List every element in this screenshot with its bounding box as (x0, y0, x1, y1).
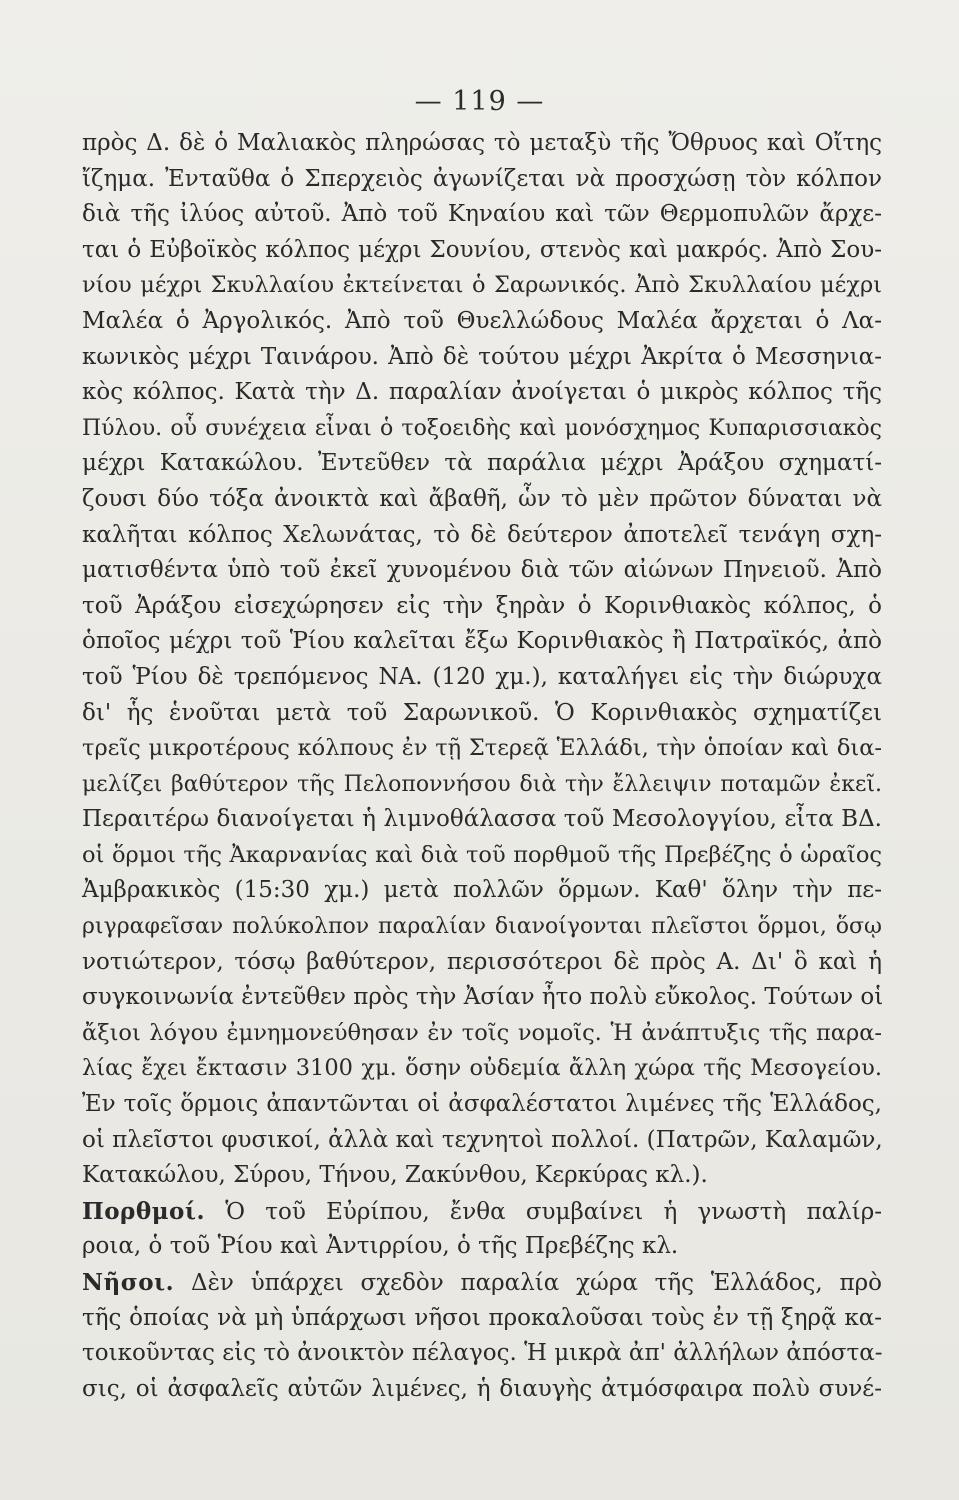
text-line: νοτιώτερον, τόσῳ βαθύτερον, περισσότεροι δὲ πρὸς Α. Δι' ὃ καὶ ἡ (82, 948, 882, 975)
text-line: ἄξιοι λόγου ἐμνημονεύθησαν ἐν τοῖς νομοῖς. Ἡ ἀνάπτυξις τῆς παρα- (82, 1019, 882, 1046)
text-line: ριγραφεῖσαν πολύκολπον παραλίαν διανοίγονται πλεῖστοι ὅρμοι, ὅσῳ (82, 914, 882, 940)
section-heading-porthmoi: Πορθμοί. (82, 1197, 206, 1225)
page-number: — 119 — (414, 86, 545, 117)
text-fragment: Ὁ τοῦ Εὐρίπου, ἔνθα συμβαίνει ἡ γνωστὴ παλίρ- (225, 1198, 882, 1225)
text-line: κωνικὸς μέχρι Ταινάρου. Ἀπὸ δὲ τούτου μέχρι Ἀκρίτα ὁ Μεσσηνια- (82, 343, 882, 370)
text-line: λίας ἔχει ἔκτασιν 3100 χμ. ὅσην οὐδεμία ἄλλη χώρα τῆς Μεσογείου. (82, 1055, 882, 1082)
text-line: τοῦ Ἀράξου εἰσεχώρησεν εἰς τὴν ξηρὰν ὁ Κορινθιακὸς κόλπος, ὁ (82, 592, 882, 619)
text-fragment: Δὲν ὑπάρχει σχεδὸν παραλία χώρα τῆς Ἑλλάδος, πρὸ (190, 1270, 883, 1296)
text-line: ἴζημα. Ἐνταῦθα ὁ Σπερχειὸς ἀγωνίζεται νὰ προσχώσῃ τὸν κόλπον (82, 165, 882, 192)
text-line: ται ὁ Εὐβοϊκὸς κόλπος μέχρι Σουνίου, στενὸς καὶ μακρός. Ἀπὸ Σου- (82, 236, 882, 263)
text-line: μέχρι Κατακώλου. Ἐντεῦθεν τὰ παράλια μέχρι Ἀράξου σχηματί- (82, 450, 882, 477)
text-line: Περαιτέρω διανοίγεται ἡ λιμνοθάλασσα τοῦ Μεσολογγίου, εἶτα ΒΔ. (82, 806, 882, 833)
text-line: τοικοῦντας εἰς τὸ ἀνοικτὸν πέλαγος. Ἡ μικρὰ ἀπ' ἀλλήλων ἀπόστα- (82, 1340, 883, 1367)
text-line: διὰ τῆς ἰλύος αὐτοῦ. Ἀπὸ τοῦ Κηναίου καὶ τῶν Θερμοπυλῶν ἄρχε- (82, 201, 882, 228)
text-line: ζουσι δύο τόξα ἀνοικτὰ καὶ ἄβαθῆ, ὧν τὸ μὲν πρῶτον δύναται νὰ (82, 485, 882, 512)
text-line: οἱ ὅρμοι τῆς Ἀκαρνανίας καὶ διὰ τοῦ πορθμοῦ τῆς Πρεβέζης ὁ ὡραῖος (82, 841, 882, 868)
text-line: σις, οἱ ἀσφαλεῖς αὐτῶν λιμένες, ἡ διαυγὴς ἀτμόσφαιρα πολὺ συνέ- (82, 1375, 882, 1402)
text-line: συγκοινωνία ἐντεῦθεν πρὸς τὴν Ἀσίαν ἦτο πολὺ εὔκολος. Τούτων οἱ (82, 984, 884, 1011)
text-line: πρὸς Δ. δὲ ὁ Μαλιακὸς πληρώσας τὸ μεταξὺ τῆς Ὄθρυος καὶ Οἴτης (82, 130, 882, 156)
paragraph-porthmoi (82, 1194, 882, 1230)
text-line: οἱ πλεῖστοι φυσικοί, ἀλλὰ καὶ τεχνητοὶ πολλοί. (Πατρῶν, Καλαμῶν, (82, 1126, 883, 1153)
page-body-text (82, 126, 882, 1407)
text-line: ροια, ὁ τοῦ Ῥίου καὶ Ἀντιρρίου, ὁ τῆς Πρεβέζης κλ. (82, 1233, 679, 1260)
text-line: καλῆται κόλπος Χελωνάτας, τὸ δὲ δεύτερον ἀποτελεῖ τενάγη σχη- (82, 521, 882, 548)
text-line: τρεῖς μικροτέρους κόλπους ἐν τῇ Στερεᾷ Ἑλλάδι, τὴν ὁποίαν καὶ δια- (82, 735, 882, 762)
text-line: Ἐν τοῖς ὅρμοις ἀπαντῶνται οἱ ἀσφαλέστατοι λιμένες τῆς Ἑλλάδος, (82, 1091, 882, 1118)
text-line: ματισθέντα ὑπὸ τοῦ ἐκεῖ χυνομένου διὰ τῶν αἰώνων Πηνειοῦ. Ἀπὸ (82, 557, 882, 584)
text-line: τῆς ὁποίας νὰ μὴ ὑπάρχωσι νῆσοι προκαλοῦσαι τοὺς ἐν τῇ ξηρᾷ κα- (82, 1304, 882, 1331)
text-line: δι' ἧς ἑνοῦται μετὰ τοῦ Σαρωνικοῦ. Ὁ Κορινθιακὸς σχηματίζει (82, 699, 882, 726)
text-line: τοῦ Ῥίου δὲ τρεπόμενος ΝΑ. (120 χμ.), καταλήγει εἰς τὴν διώρυχα (82, 663, 882, 690)
text-line: Ἀμβρακικὸς (15:30 χμ.) μετὰ πολλῶν ὅρμων. Καθ' ὅλην τὴν πε- (82, 877, 882, 904)
text-line: νίου μέχρι Σκυλλαίου ἐκτείνεται ὁ Σαρωνικός. Ἀπὸ Σκυλλαίου μέχρι (82, 272, 882, 299)
text-line: Μαλέα ὁ Ἀργολικός. Ἀπὸ τοῦ Θυελλώδους Μαλέα ἄρχεται ὁ Λα- (82, 307, 882, 334)
text-line: κὸς κόλπος. Κατὰ τὴν Δ. παραλίαν ἀνοίγεται ὁ μικρὸς κόλπος τῆς (82, 379, 882, 406)
paragraph-nisoi (82, 1265, 882, 1301)
text-line: Πύλου. οὗ συνέχεια εἶναι ὁ τοξοειδὴς καὶ μονόσχημος Κυπαρισσιακὸς (82, 415, 882, 441)
text-line: ὁποῖος μέχρι τοῦ Ῥίου καλεῖται ἔξω Κορινθιακὸς ἢ Πατραϊκός, ἀπὸ (82, 628, 882, 655)
text-line: Κατακώλου, Σύρου, Τήνου, Ζακύνθου, Κερκύρας κλ.). (82, 1162, 708, 1189)
section-heading-nisoi: Νῆσοι. (82, 1269, 175, 1296)
text-line: μελίζει βαθύτερον τῆς Πελοποννήσου διὰ τὴν ἔλλειψιν ποταμῶν ἐκεῖ. (82, 771, 882, 797)
